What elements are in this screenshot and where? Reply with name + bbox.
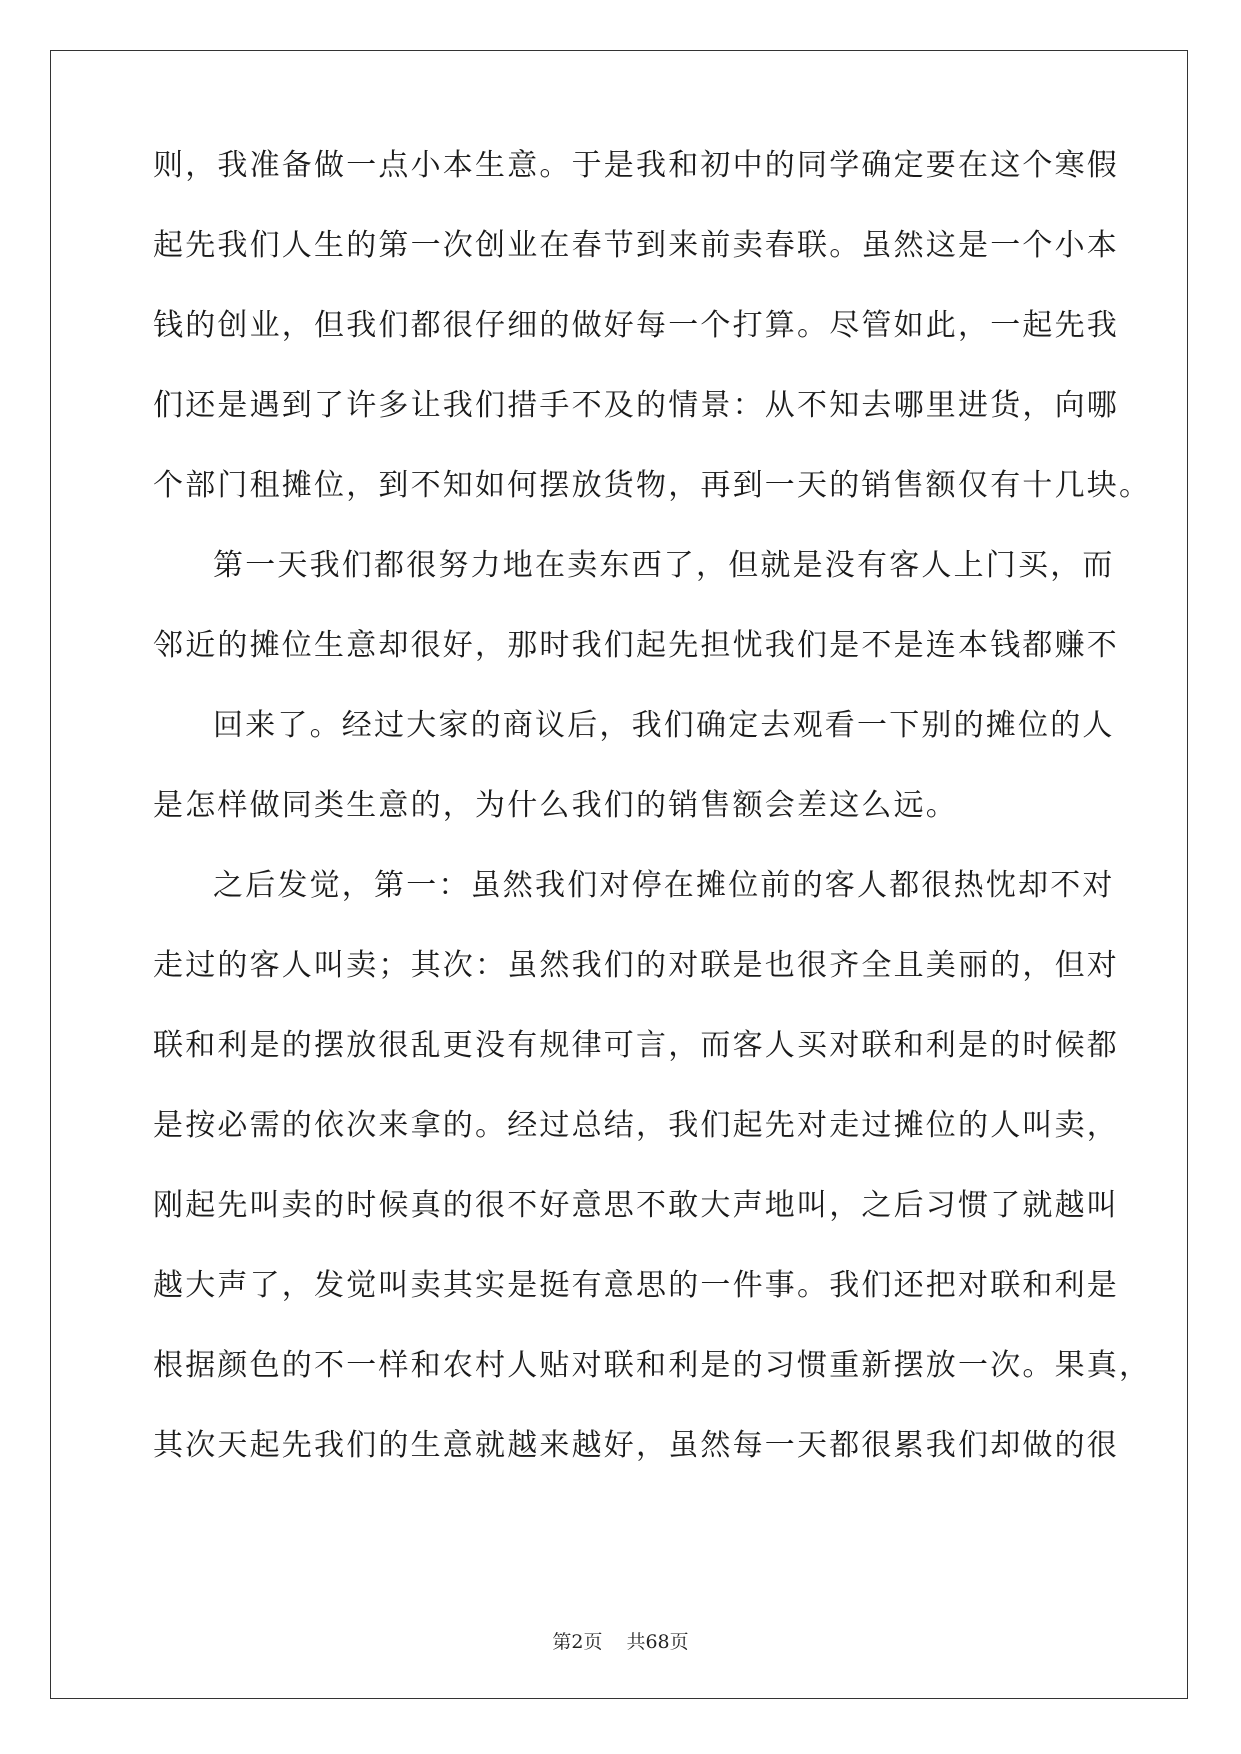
page-total: 共68页 xyxy=(626,1631,689,1653)
text-line: 越大声了，发觉叫卖其实是挺有意思的一件事。我们还把对联和利是 xyxy=(153,1268,1119,1303)
text-line: 起先我们人生的第一次创业在春节到来前卖春联。虽然这是一个小本 xyxy=(153,228,1119,263)
text-line: 钱的创业，但我们都很仔细的做好每一个打算。尽管如此，一起先我 xyxy=(153,308,1119,343)
text-line: 联和利是的摆放很乱更没有规律可言，而客人买对联和利是的时候都 xyxy=(153,1028,1119,1063)
text-line: 根据颜色的不一样和农村人贴对联和利是的习惯重新摆放一次。果真， xyxy=(153,1348,1152,1383)
text-line: 个部门租摊位，到不知如何摆放货物，再到一天的销售额仅有十几块。 xyxy=(153,468,1152,503)
page-footer xyxy=(0,1629,1241,1655)
text-line: 是怎样做同类生意的，为什么我们的销售额会差这么远。 xyxy=(153,788,958,823)
text-line: 第一天我们都很努力地在卖东西了，但就是没有客人上门买，而 xyxy=(213,548,1115,583)
text-line: 其次天起先我们的生意就越来越好，虽然每一天都很累我们却做的很 xyxy=(153,1428,1119,1463)
text-line: 们还是遇到了许多让我们措手不及的情景：从不知去哪里进货，向哪 xyxy=(153,388,1119,423)
text-line: 邻近的摊位生意却很好，那时我们起先担忧我们是不是连本钱都赚不 xyxy=(153,628,1119,663)
text-line: 回来了。经过大家的商议后，我们确定去观看一下别的摊位的人 xyxy=(213,708,1115,743)
text-line: 是按必需的依次来拿的。经过总结，我们起先对走过摊位的人叫卖， xyxy=(153,1108,1119,1143)
text-line: 则，我准备做一点小本生意。于是我和初中的同学确定要在这个寒假 xyxy=(153,148,1119,183)
text-line: 刚起先叫卖的时候真的很不好意思不敢大声地叫，之后习惯了就越叫 xyxy=(153,1188,1119,1223)
text-line: 之后发觉，第一：虽然我们对停在摊位前的客人都很热忱却不对 xyxy=(213,868,1115,903)
page-number: 第2页 xyxy=(552,1631,603,1653)
text-line: 走过的客人叫卖；其次：虽然我们的对联是也很齐全且美丽的，但对 xyxy=(153,948,1119,983)
